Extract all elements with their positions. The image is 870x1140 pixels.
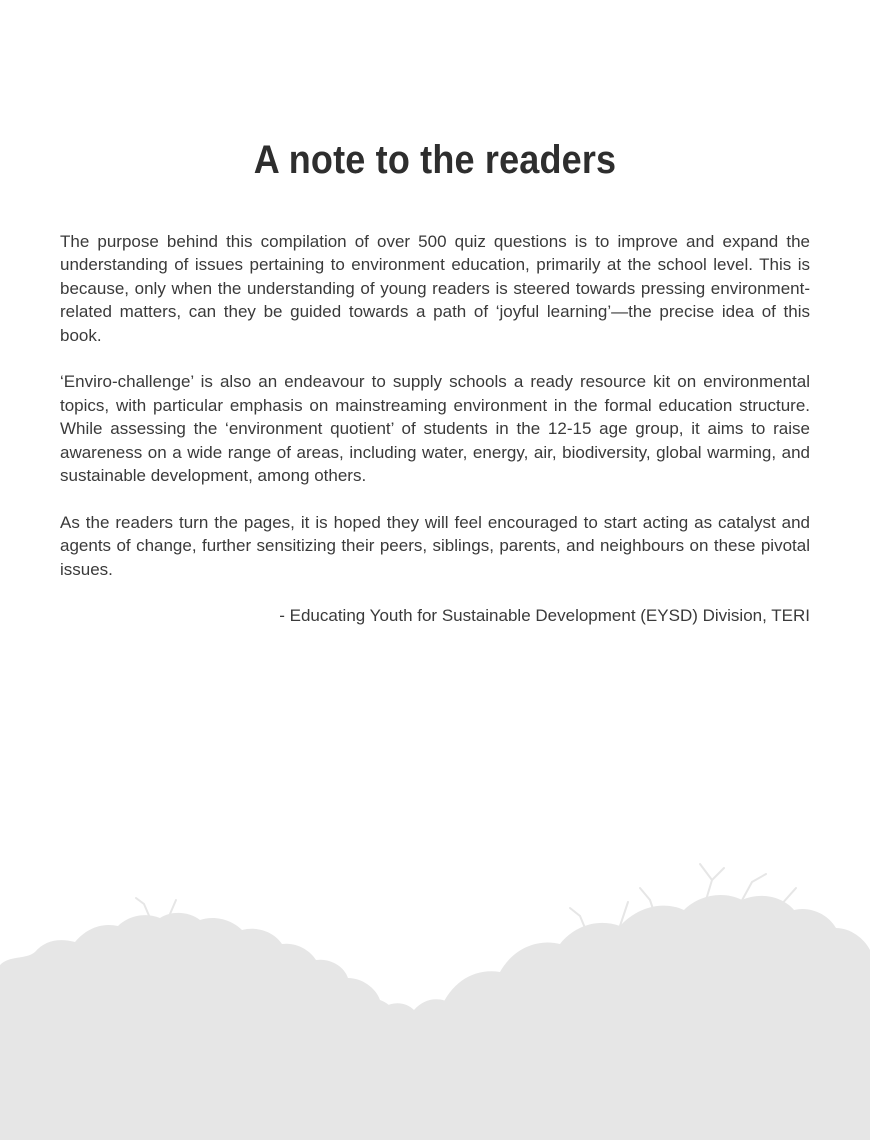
paragraph-2: ‘Enviro-challenge’ is also an endeavour to supply schools a ready resource kit on environmental topics, with particular emphasis on mainstreaming environment in the formal education structure. While assessing the ‘environment quotient’ of students in the 12-15 age group, it aims to raise awareness on a wide range of areas, including water, energy, air, biodiversity, global warming, and sustainable development, among others. [60,372,810,486]
paragraph-3: As the readers turn the pages, it is hoped they will feel encouraged to start acting as catalyst and agents of change, further sensitizing their peers, siblings, parents, and neighbours on these pivotal issues. [60,512,810,579]
tree-silhouette-icon [0,860,870,1140]
signature: - Educating Youth for Sustainable Development (EYSD) Division, TERI [279,606,810,626]
note-body [60,230,810,628]
paragraph-1: The purpose behind this compilation of over 500 quiz questions is to improve and expand the understanding of issues pertaining to environment education, primarily at the school level. This is because, only when the understanding of young readers is steered towards pressing environment-related matters, can they be guided towards a path of ‘joyful learning’—the precise idea of this book. [60,232,810,345]
page-title: A note to the readers [253,138,617,182]
